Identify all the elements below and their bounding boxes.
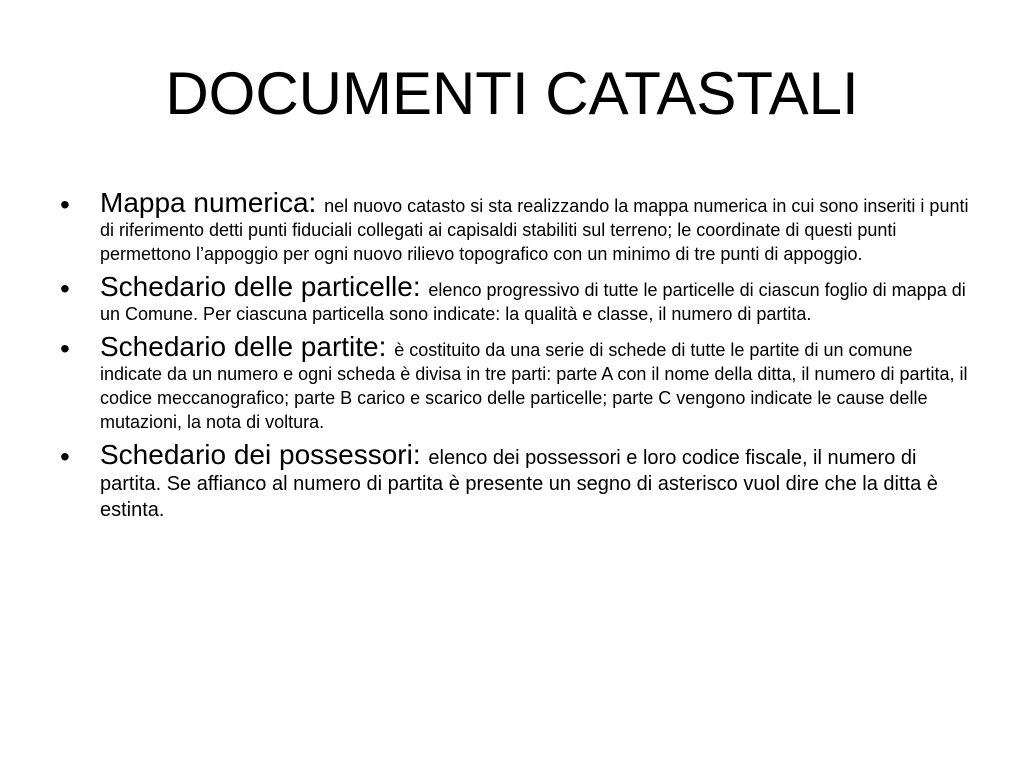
bullet-heading: Schedario dei possessori: bbox=[100, 439, 429, 470]
bullet-marker: • bbox=[60, 189, 70, 220]
bullet-body: è costituito da una serie di schede di tutte le partite di un comune indicate da un numero e ogni scheda è divisa in tre parti: parte A con il nome della ditta, il numero di partita, il codice meccanografico; parte B carico e scarico delle particelle; parte C vengono indicate le cause delle mutazioni, la nota di voltura. bbox=[100, 340, 968, 432]
bullet-marker: • bbox=[60, 441, 70, 472]
bullet-text bbox=[100, 188, 970, 266]
slide-title: DOCUMENTI CATASTALI bbox=[165, 60, 859, 127]
bullet-heading: Schedario delle partite: bbox=[100, 331, 395, 362]
bullet-marker: • bbox=[60, 333, 70, 364]
bullet-item-schedario-particelle bbox=[60, 272, 970, 326]
bullet-list bbox=[60, 188, 970, 529]
bullet-body: elenco dei possessori e loro codice fiscale, il numero di partita. Se affianco al numero di partita è presente un segno di asterisco vuol dire che la ditta è estinta. bbox=[100, 447, 938, 521]
bullet-text bbox=[100, 440, 970, 523]
bullet-heading: Mappa numerica: bbox=[100, 187, 325, 218]
bullet-body: nel nuovo catasto si sta realizzando la mappa numerica in cui sono inseriti i punti di riferimento detti punti fiduciali collegati ai capisaldi stabiliti sul terreno; le coordinate di questi punti permettono l’appoggio per ogni nuovo rilievo topografico con un minimo di tre punti di appoggio. bbox=[100, 196, 969, 264]
bullet-marker: • bbox=[60, 273, 70, 304]
bullet-item-schedario-possessori bbox=[60, 440, 970, 523]
bullet-text bbox=[100, 272, 970, 326]
bullet-item-mappa-numerica bbox=[60, 188, 970, 266]
bullet-heading: Schedario delle particelle: bbox=[100, 271, 429, 302]
bullet-item-schedario-partite bbox=[60, 332, 970, 434]
bullet-body: elenco progressivo di tutte le particelle di ciascun foglio di mappa di un Comune. Per ciascuna particella sono indicate: la qualità e classe, il numero di partita. bbox=[100, 280, 966, 324]
bullet-text bbox=[100, 332, 970, 434]
